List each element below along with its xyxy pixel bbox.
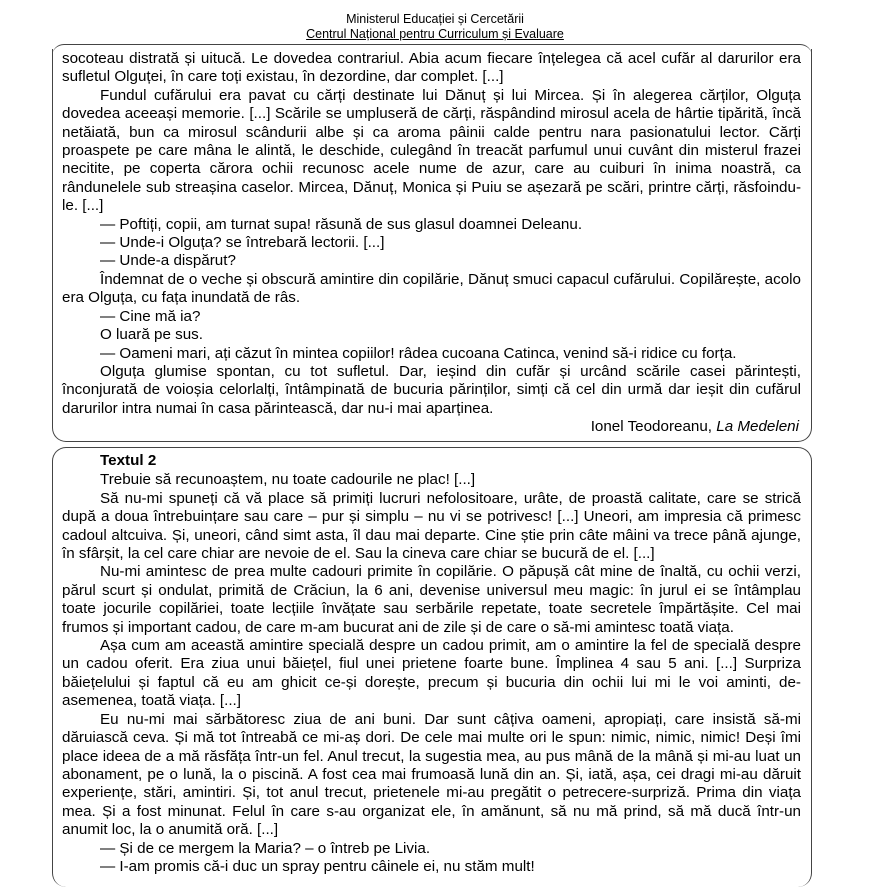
author-name: Ionel Teodoreanu, <box>590 418 713 436</box>
text2-paragraph: Nu-mi amintesc de prea multe cadouri primite în copilărie. O păpușă cât mine de înaltă, cu ochii verzi, părul scurt și ondulat, primită de Crăciun, la 6 ani, devenise universul meu magic: în jurul ei se întâmplau toate jocurile copilăriei, toate lecțiile învățate sau serbările repetate, toate secretele împărtășite. Cel mai frumos și important cadou, de care m-am bucurat ani de zile și de care o să-mi amintesc toată viața. <box>62 563 801 636</box>
text1-dialogue-line: — Oameni mari, ați căzut în mintea copiilor! râdea cucoana Catinca, venind să-i ridice cu forța. <box>100 344 737 362</box>
text2-dialogue-line: — I-am promis că-i duc un spray pentru câinele ei, nu stăm mult! <box>100 857 535 875</box>
text1-paragraph: O luară pe sus. <box>100 326 203 344</box>
text2-paragraph: Așa cum am această amintire specială despre un cadou primit, am o amintire la fel de specială despre un cadou oferit. Era ziua unui băiețel, fiul unei prietene foarte bune. Împlinea 4 sau 5 ani. [...] Surpriza băiețelului și faptul că eu am ghicit ce-și dorește, precum și bucuria din ochii lui mi le voi aminti, de-asemenea, toată viața. [...] <box>62 637 801 710</box>
text1-paragraph: Fundul cufărului era pavat cu cărți destinate lui Dănuț și lui Mircea. Și în alegerea cărților, Olguța dovedea aceeași memorie. [...] Scările se umpluseră de cărți, răspândind mirosul acela de hârtie tipărită, încă netăiată, bun ca mirosul scândurii albe și ca aroma pâinii calde pentru nara pasionatului lector. Cărți proaspete pe care mâna le alintă, le deschide, culegând în treacăt parfumul unui cuvânt din misterul frazei necitite, pe coperta cărora ochii recunosc acele nume de azur, care au cuiburi în inima noastră, ca rândunelele sub streașina caselor. Mircea, Dănuț, Monica și Puiu se așezară pe scări, printre cărți, răsfoindu-le. [...] <box>62 86 801 215</box>
text2-title: Textul 2 <box>100 452 157 469</box>
text2-body <box>62 452 801 876</box>
text1-dialogue-line: — Cine mă ia? <box>100 307 201 325</box>
text2-paragraph: Eu nu-mi mai sărbătoresc ziua de ani buni. Dar sunt câțiva oameni, apropiați, care insistă să-mi dăruiască ceva. Și mă tot întreabă ce mi-aș dori. De cele mai multe ori le spun: nimic, nimic, nimic! Deși îmi place ideea de a mă răsfăța într-un fel. Anul trecut, la sugestia mea, au pus mână de la mână și mi-au luat un abonament, pe o lună, la o piscină. A fost cea mai frumoasă lună din an. Și, iată, așa, cei dragi mi-au dăruit experiențe, stări, amintiri. Și, tot anul trecut, prietenele mi-au pregătit o petrecere-surpriză. Prima din viața mea. Și a fost minunat. Felul în care s-au organizat ele, în amănunt, să nu mă prind, să mă ducă într-un anumit loc, la o anumită oră. [...] <box>62 710 801 839</box>
text2-paragraph: Să nu-mi spuneți că vă place să primiți lucruri nefolositoare, urâte, de proastă calitate, care se strică după a doua întrebuințare sau care – pur și simplu – nu vi se potrivesc! [...] Uneori, am impresia că primesc cadoul altcuiva. Și, uneori, când simt asta, îl dau mai departe. Cine știe prin câte mâini va trece până ajunge, în sfârșit, la cel care chiar are nevoie de el. Sau la cineva care chiar se bucură de el. [...] <box>62 489 801 563</box>
work-title: La Medeleni <box>716 418 799 436</box>
text1-paragraph: socoteau distrată și uitucă. Le dovedea contrariul. Abia acum fiecare înțelegea că acel cufăr al darurilor era sufletul Olguței, în care toți existau, în dezordine, dar complet. [...] <box>62 50 801 86</box>
text2-dialogue-line: — Și de ce mergem la Maria? – o întreb pe Livia. <box>100 839 431 857</box>
text2-paragraph: Trebuie să recunoaștem, nu toate cadourile ne plac! [...] <box>100 471 476 489</box>
header-ministry: Ministerul Educației și Cercetării <box>346 12 524 26</box>
text1-paragraph: Îndemnat de o veche și obscură amintire din copilărie, Dănuț smuci capacul cufărului. Copilărește, acolo era Olguța, cu fața inundată de râs. <box>62 270 801 307</box>
text1-dialogue-line: — Unde-i Olguța? se întrebară lectorii. [...] <box>100 234 385 252</box>
text1-paragraph: Olguța glumise spontan, cu tot sufletul. Dar, ieșind din cufăr și urcând scările casei părintești, înconjurată de voioșia celorlalți, întâmpinată de bucuria părinților, simți că cel din urmă dar ieșit din cufărul darurilor intra numai în casa părintească, dar nu-i mai aparținea. <box>62 362 801 417</box>
text1-attribution <box>62 418 801 436</box>
text1-dialogue-line: — Unde-a dispărut? <box>100 252 236 270</box>
header-center: Centrul Național pentru Curriculum și Evaluare <box>306 27 564 41</box>
text1-body <box>62 50 801 437</box>
document-header <box>0 12 870 42</box>
text1-dialogue-line: — Poftiți, copii, am turnat supa! răsună de sus glasul doamnei Deleanu. <box>100 215 583 233</box>
